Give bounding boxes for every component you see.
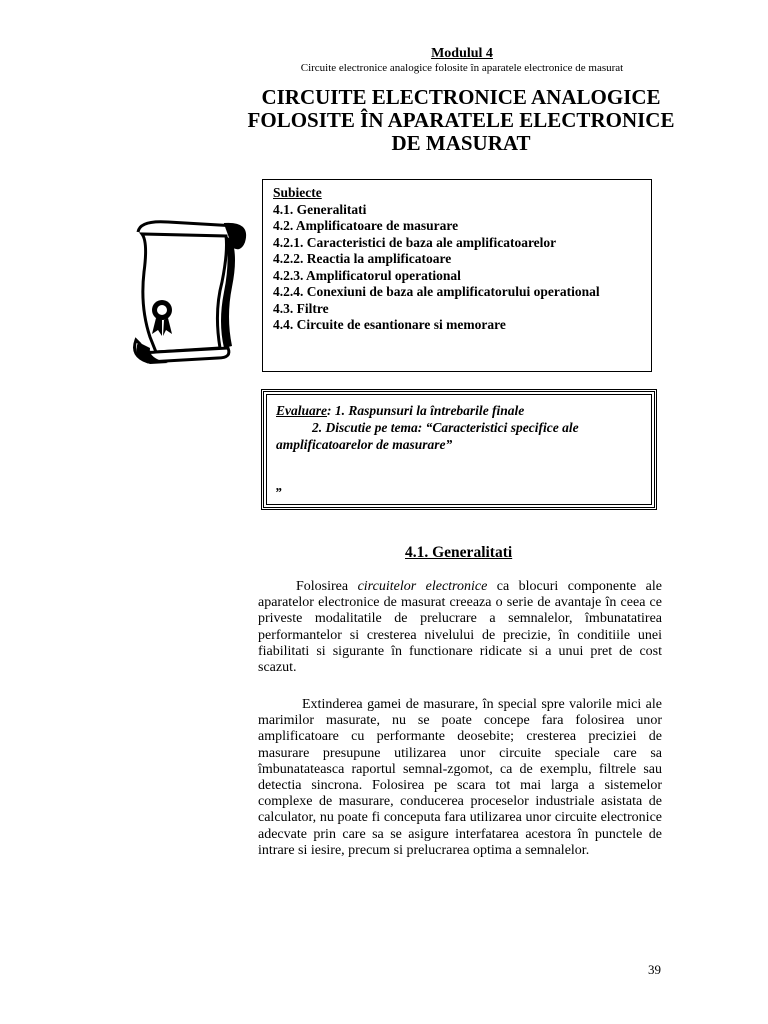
evaluation-item-2: 2. Discutie pe tema: “Caracteristici specifice ale: [312, 420, 579, 435]
evaluation-box: [261, 389, 657, 510]
evaluation-item-2-continued: amplificatoarelor de masurare”: [276, 437, 453, 452]
subject-item: 4.2.1. Caracteristici de baza ale amplificatoarelor: [273, 234, 557, 250]
module-subtitle: Circuite electronice analogice folosite în aparatele electronice de masurat: [300, 62, 624, 74]
title-line-1: CIRCUITE ELECTRONICE ANALOGICE: [261, 85, 661, 109]
evaluation-item-1: : 1. Raspunsuri la întrebarile finale: [327, 403, 525, 418]
subject-item: 4.2.3. Amplificatorul operational: [273, 267, 461, 283]
paragraph-1: [258, 579, 662, 676]
page-title: [200, 86, 722, 155]
subjects-heading: Subiecte: [273, 185, 322, 200]
evaluation-line-1: [276, 402, 642, 419]
subject-item: 4.2. Amplificatoare de masurare: [273, 218, 459, 233]
section-heading: 4.1. Generalitati: [405, 544, 513, 561]
subject-item: 4.3. Filtre: [273, 300, 329, 316]
subjects-box: [262, 179, 652, 372]
page-number: 39: [648, 962, 661, 977]
title-line-2: FOLOSITE ÎN APARATELE ELECTRONICE: [247, 108, 675, 132]
title-line-3: DE MASURAT: [391, 131, 531, 155]
subject-item: 4.2.2. Reactia la amplificatoare: [273, 251, 452, 266]
evaluation-quote-mark: „: [276, 478, 283, 493]
module-title: Modulul 4: [431, 46, 493, 61]
paragraph-1-start: Folosirea: [296, 579, 358, 594]
paragraph-1-term: circuitelor electronice: [357, 579, 488, 594]
subject-item: 4.1. Generalitati: [273, 201, 367, 217]
scroll-diploma-icon: [128, 212, 258, 380]
paragraph-2-text: Extinderea gamei de masurare, în special spre valorile mici ale marimilor masurate, nu se poate concepe fara folosirea unor amplificatoare cu performante deosebite; cresterea preciziei de masurare presupune utilizarea unor circuite speciale care sa îmbunatateasca raportul semnal-zgomot, ca de exemplu, filtrele sau detectia sincrona. Folosirea pe scara tot mai larga a sistemelor complexe de masurare, conducerea proceselor industriale asistata de calculator, nu poate fi conceputa fara utilizarea unor circuite electronice adecvate prin care sa se asigure interfatarea acestora în punctele de intrare si iesire, precum si prelucrarea optima a semnalelor.: [258, 697, 662, 858]
subject-item: 4.4. Circuite de esantionare si memorare: [273, 317, 506, 332]
subject-item: 4.2.4. Conexiuni de baza ale amplificatorului operational: [273, 284, 600, 299]
evaluation-label: Evaluare: [276, 403, 328, 418]
paragraph-1-rest: ca blocuri componente ale aparatelor electronice de masurat creeaza o serie de avantaje în ceea ce priveste modalitatile de prelucrare a semnalelor, îmbunatatirea performantelor si cresterea nivelului de precizie, în conditiile unei fiabilitati si sigurante în functionare ridicate si a unui pret de cost scazut.: [258, 579, 662, 676]
paragraph-2: [258, 697, 662, 859]
